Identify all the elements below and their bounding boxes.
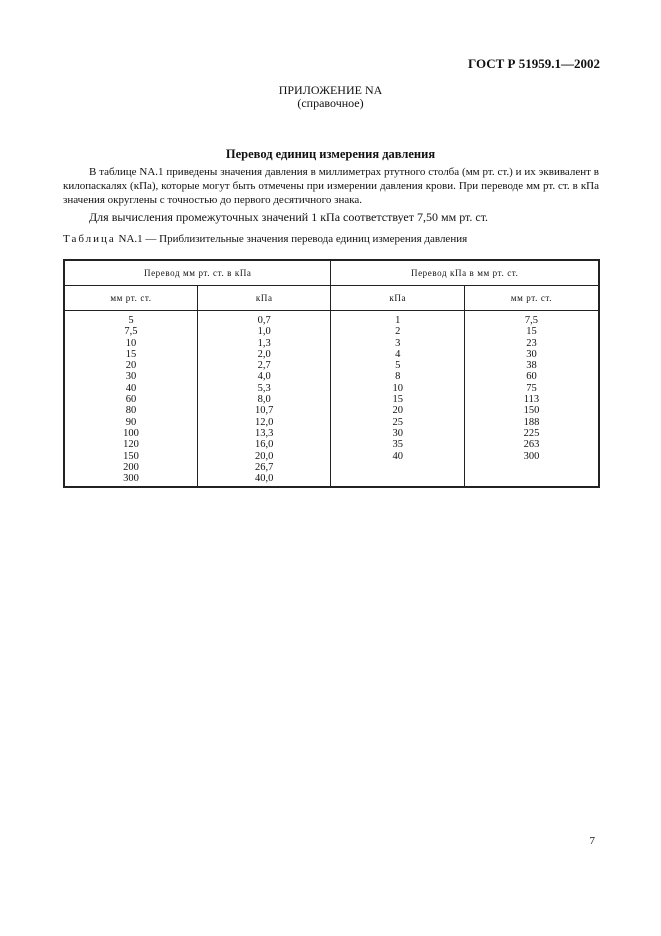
table-cell: 1,3: [257, 337, 271, 349]
table-cell: 300: [123, 473, 139, 485]
group-header-mmhg-to-kpa: Перевод мм рт. ст. в кПа: [64, 260, 331, 286]
table-cell: 13,3: [255, 427, 274, 439]
table-cell: 60: [526, 371, 537, 383]
table-cell: 26,7: [255, 461, 274, 473]
table-cell: 120: [123, 439, 139, 451]
table-cell: 200: [123, 461, 139, 473]
paragraph-1: [63, 165, 599, 207]
table-cell: 30: [125, 371, 137, 383]
paragraph-1-text: В таблице NA.1 приведены значения давления в миллиметрах ртутного столба (мм рт. ст.) и их эквивалент в килопаскалях (кПа), которые могут быть отмечены при измерении давления крови. При переводе мм рт. ст. в кПа значения округлены с точностью до первого десятичного знака.: [63, 166, 599, 206]
table-cell: 4,0: [257, 371, 271, 383]
table-cell: 4: [395, 348, 401, 360]
table-cell: 23: [526, 337, 537, 349]
column-mmhg-result-values: [464, 311, 599, 488]
table-cell: 100: [123, 427, 139, 439]
table-cell: 1: [395, 315, 401, 326]
column-header-2: кПа: [197, 286, 331, 311]
table-cell: 40: [125, 382, 137, 394]
column-header-3: кПа: [331, 286, 465, 311]
table-cell: 2,7: [257, 360, 271, 372]
table-cell: 0,7: [257, 315, 271, 326]
table-cell: 12,0: [255, 416, 274, 428]
table-cell: 225: [523, 427, 540, 439]
column-kpa-values: [197, 311, 331, 488]
column-kpa-input-values: [331, 311, 465, 488]
table-cell: 188: [523, 416, 540, 428]
table-cell: 5: [395, 360, 401, 372]
table-cell: 30: [526, 348, 537, 360]
column-header-row: [64, 286, 599, 311]
table-cell: 35: [392, 439, 403, 451]
appendix-subtitle: (справочное): [297, 96, 364, 110]
group-header-row: [64, 260, 599, 286]
table-cell: 30: [392, 427, 403, 439]
appendix-heading: [0, 84, 661, 110]
paragraph-2: [63, 210, 599, 224]
table-cell: 20,0: [255, 450, 274, 462]
conversion-table: [63, 259, 600, 488]
table-cell: 60: [125, 394, 137, 406]
table-cell: 25: [392, 416, 403, 428]
table-cell: 300: [523, 450, 540, 462]
appendix-title: ПРИЛОЖЕНИЕ NA: [278, 83, 383, 97]
column-header-1: мм рт. ст.: [64, 286, 197, 311]
table-cell: 15: [526, 326, 537, 338]
table-cell: 38: [526, 360, 537, 372]
table-cell: 16,0: [255, 439, 274, 451]
table-cell: 75: [526, 382, 537, 394]
table-cell: 20: [392, 405, 403, 417]
table-cell: 1,0: [257, 326, 271, 338]
table-cell: 3: [395, 337, 401, 349]
column-header-4: мм рт. ст.: [464, 286, 599, 311]
table-cell: 8,0: [257, 394, 271, 406]
table-cell: 263: [523, 439, 540, 451]
table-cell: 150: [123, 450, 139, 462]
table-body-row: [64, 311, 599, 488]
table-cell: 113: [523, 394, 540, 406]
table-caption: [63, 233, 467, 245]
section-title: Перевод единиц измерения давления: [225, 147, 436, 161]
document-code: ГОСТ Р 51959.1—2002: [468, 56, 600, 71]
table-cell: 10: [125, 337, 137, 349]
table-cell: 90: [125, 416, 137, 428]
table-cell: 7,5: [124, 326, 138, 338]
table-cell: 10: [392, 382, 403, 394]
table-cell: 5: [128, 315, 134, 326]
table-cell: 40: [392, 450, 403, 462]
table-cell: 2,0: [257, 348, 271, 360]
group-header-kpa-to-mmhg: Перевод кПа в мм рт. ст.: [331, 260, 599, 286]
table-cell: 5,3: [257, 382, 271, 394]
table-caption-text: NA.1 — Приблизительные значения перевода единиц измерения давления: [118, 233, 468, 245]
table-caption-label: Таблица: [63, 233, 116, 245]
table-cell: 20: [125, 360, 137, 372]
paragraph-2-text: Для вычисления промежуточных значений 1 кПа соответствует 7,50 мм рт. ст.: [89, 210, 489, 224]
table-cell: 80: [125, 405, 137, 417]
table-cell: 8: [395, 371, 401, 383]
page-number: 7: [589, 835, 595, 847]
table-cell: 15: [125, 348, 137, 360]
table-cell: 2: [395, 326, 401, 338]
table-cell: 10,7: [255, 405, 274, 417]
table-cell: 150: [523, 405, 540, 417]
column-mmhg-values: [64, 311, 197, 488]
table-cell: 15: [392, 394, 403, 406]
table-cell: 40,0: [255, 473, 274, 485]
table-cell: 7,5: [524, 315, 539, 326]
